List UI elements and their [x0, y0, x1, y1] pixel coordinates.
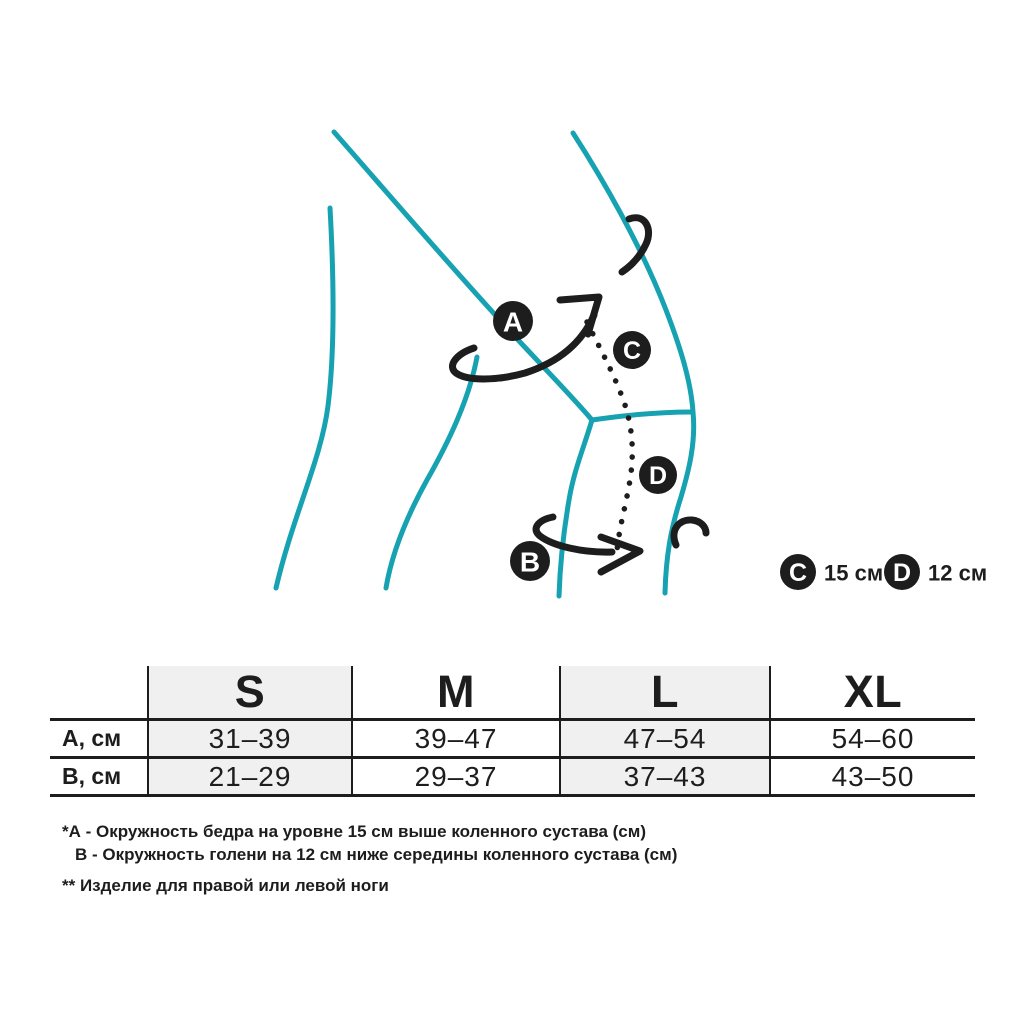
thigh-arrow-head [560, 297, 599, 334]
knee-top-line [592, 412, 692, 420]
size-header-xl: XL [770, 666, 975, 720]
table-row-a [50, 720, 975, 758]
badge-d-letter: D [648, 462, 668, 490]
shin-arrow-back-hook [674, 520, 706, 545]
footnote-a: *А - Окружность бедра на уровне 15 см выше коленного сустава (см) [62, 822, 646, 841]
row-b-value-m: 29–37 [352, 758, 560, 796]
front-shin-line [559, 420, 592, 596]
size-header-l: L [560, 666, 770, 720]
badge-d [639, 456, 677, 494]
second-leg-front-line [386, 357, 477, 588]
row-a-label: А, см [50, 720, 148, 758]
legend-d-value: 12 см [928, 560, 988, 586]
badge-c [613, 331, 651, 369]
table-row-b [50, 758, 975, 796]
measure-legend [780, 554, 987, 590]
badge-b-letter: B [519, 546, 541, 578]
row-b-value-s: 21–29 [148, 758, 352, 796]
row-a-value-m: 39–47 [352, 720, 560, 758]
legend-c-letter: C [788, 559, 808, 587]
row-a-value-l: 47–54 [560, 720, 770, 758]
legend-c-value: 15 см [824, 560, 884, 586]
size-header-s: S [148, 666, 352, 720]
legend-d-letter: D [892, 559, 912, 587]
row-b-label: В, см [50, 758, 148, 796]
row-a-value-s: 31–39 [148, 720, 352, 758]
badge-b [510, 541, 550, 581]
size-table [50, 666, 975, 797]
badge-a [493, 301, 533, 341]
footnotes [62, 820, 677, 897]
back-hip-line [276, 208, 333, 588]
size-table-corner [50, 666, 148, 720]
badge-a-letter: A [502, 306, 524, 338]
size-table-header-row [50, 666, 975, 720]
row-b-value-xl: 43–50 [770, 758, 975, 796]
row-b-value-l: 37–43 [560, 758, 770, 796]
footnote-b: В - Окружность голени на 12 см ниже середины коленного сустава (см) [75, 845, 678, 864]
footnote-left-right: ** Изделие для правой или левой ноги [62, 876, 389, 895]
row-a-value-xl: 54–60 [770, 720, 975, 758]
size-header-m: M [352, 666, 560, 720]
badge-c-letter: C [622, 337, 642, 365]
